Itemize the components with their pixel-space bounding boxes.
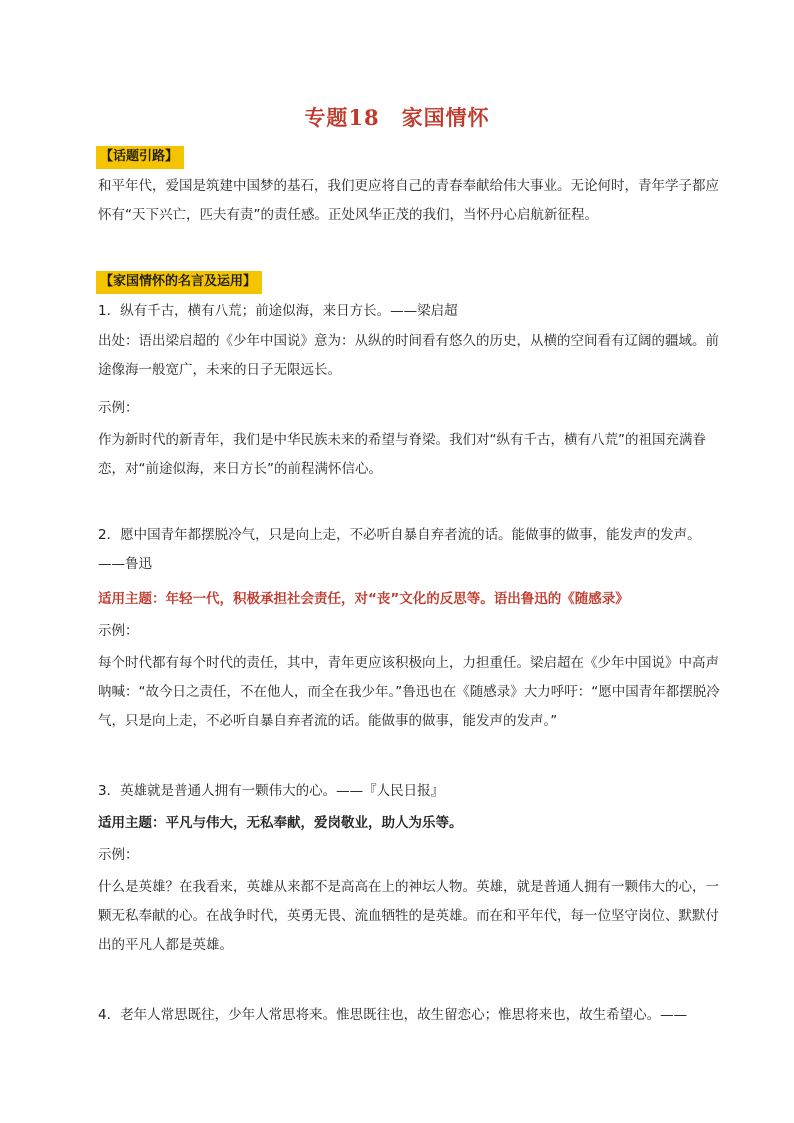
quote-3-heading: 3．英雄就是普通人拥有一颗伟大的心。——『人民日报』 [98,783,445,799]
quote-1-example: 作为新时代的新青年，我们是中华民族未来的希望与脊梁。我们对“纵有千古，横有八荒”的祖国充满眷恋，对“前途似海，来日方长”的前程满怀信心。 [98,432,706,477]
quote-1-source: 出处：语出梁启超的《少年中国说》意为：从纵的时间看有悠久的历史，从横的空间看有辽阔的疆域。前途像海一般宽广，未来的日子无限远长。 [98,333,719,378]
quotes-tag: 【家国情怀的名言及运用】 [96,271,262,294]
quote-1-heading: 1．纵有千古，横有八荒；前途似海，来日方长。——梁启超 [98,303,458,319]
intro-paragraph: 和平年代，爱国是筑建中国梦的基石，我们更应将自己的青春奉献给伟大事业。无论何时，青年学子都应怀有“天下兴亡，匹夫有责”的责任感。正处风华正茂的我们，当怀丹心启航新征程。 [98,178,719,223]
topic-tag: 【话题引路】 [96,146,184,169]
quote-4-heading: 4．老年人常思既往，少年人常思将来。惟思既往也，故生留恋心；惟思将来也，故生希望心。—— [98,1007,688,1023]
quote-2-example: 每个时代都有每个时代的责任，其中，青年更应该积极向上，力担重任。梁启超在《少年中国说》中高声呐喊：“故今日之责任，不在他人，而全在我少年。”鲁迅也在《随感录》大力呼吁：“愿中国青年都摆脱冷气，只是向上走，不必听自暴自弃者流的话。能做事的做事，能发声的发声。” [98,655,720,729]
quote-3-example: 什么是英雄？在我看来，英雄从来都不是高高在上的神坛人物。英雄，就是普通人拥有一颗伟大的心，一颗无私奉献的心。在战争时代，英勇无畏、流血牺牲的是英雄。而在和平年代，每一位坚守岗位、默默付出的平凡人都是英雄。 [98,879,719,953]
quote-2-theme: 适用主题：年轻一代，积极承担社会责任，对“丧”文化的反思等。语出鲁迅的《随感录》 [98,591,629,607]
quote-2-example-label: 示例： [98,623,139,639]
quote-3-theme: 适用主题：平凡与伟大，无私奉献，爱岗敬业，助人为乐等。 [98,815,463,831]
quote-1-example-label: 示例： [98,400,139,416]
page-title: 专题18 家国情怀 [304,105,490,130]
quote-2-heading: 2．愿中国青年都摆脱冷气，只是向上走，不必听自暴自弃者流的话。能做事的做事，能发声的发声。——鲁迅 [98,527,701,572]
quote-3-example-label: 示例： [98,847,139,863]
